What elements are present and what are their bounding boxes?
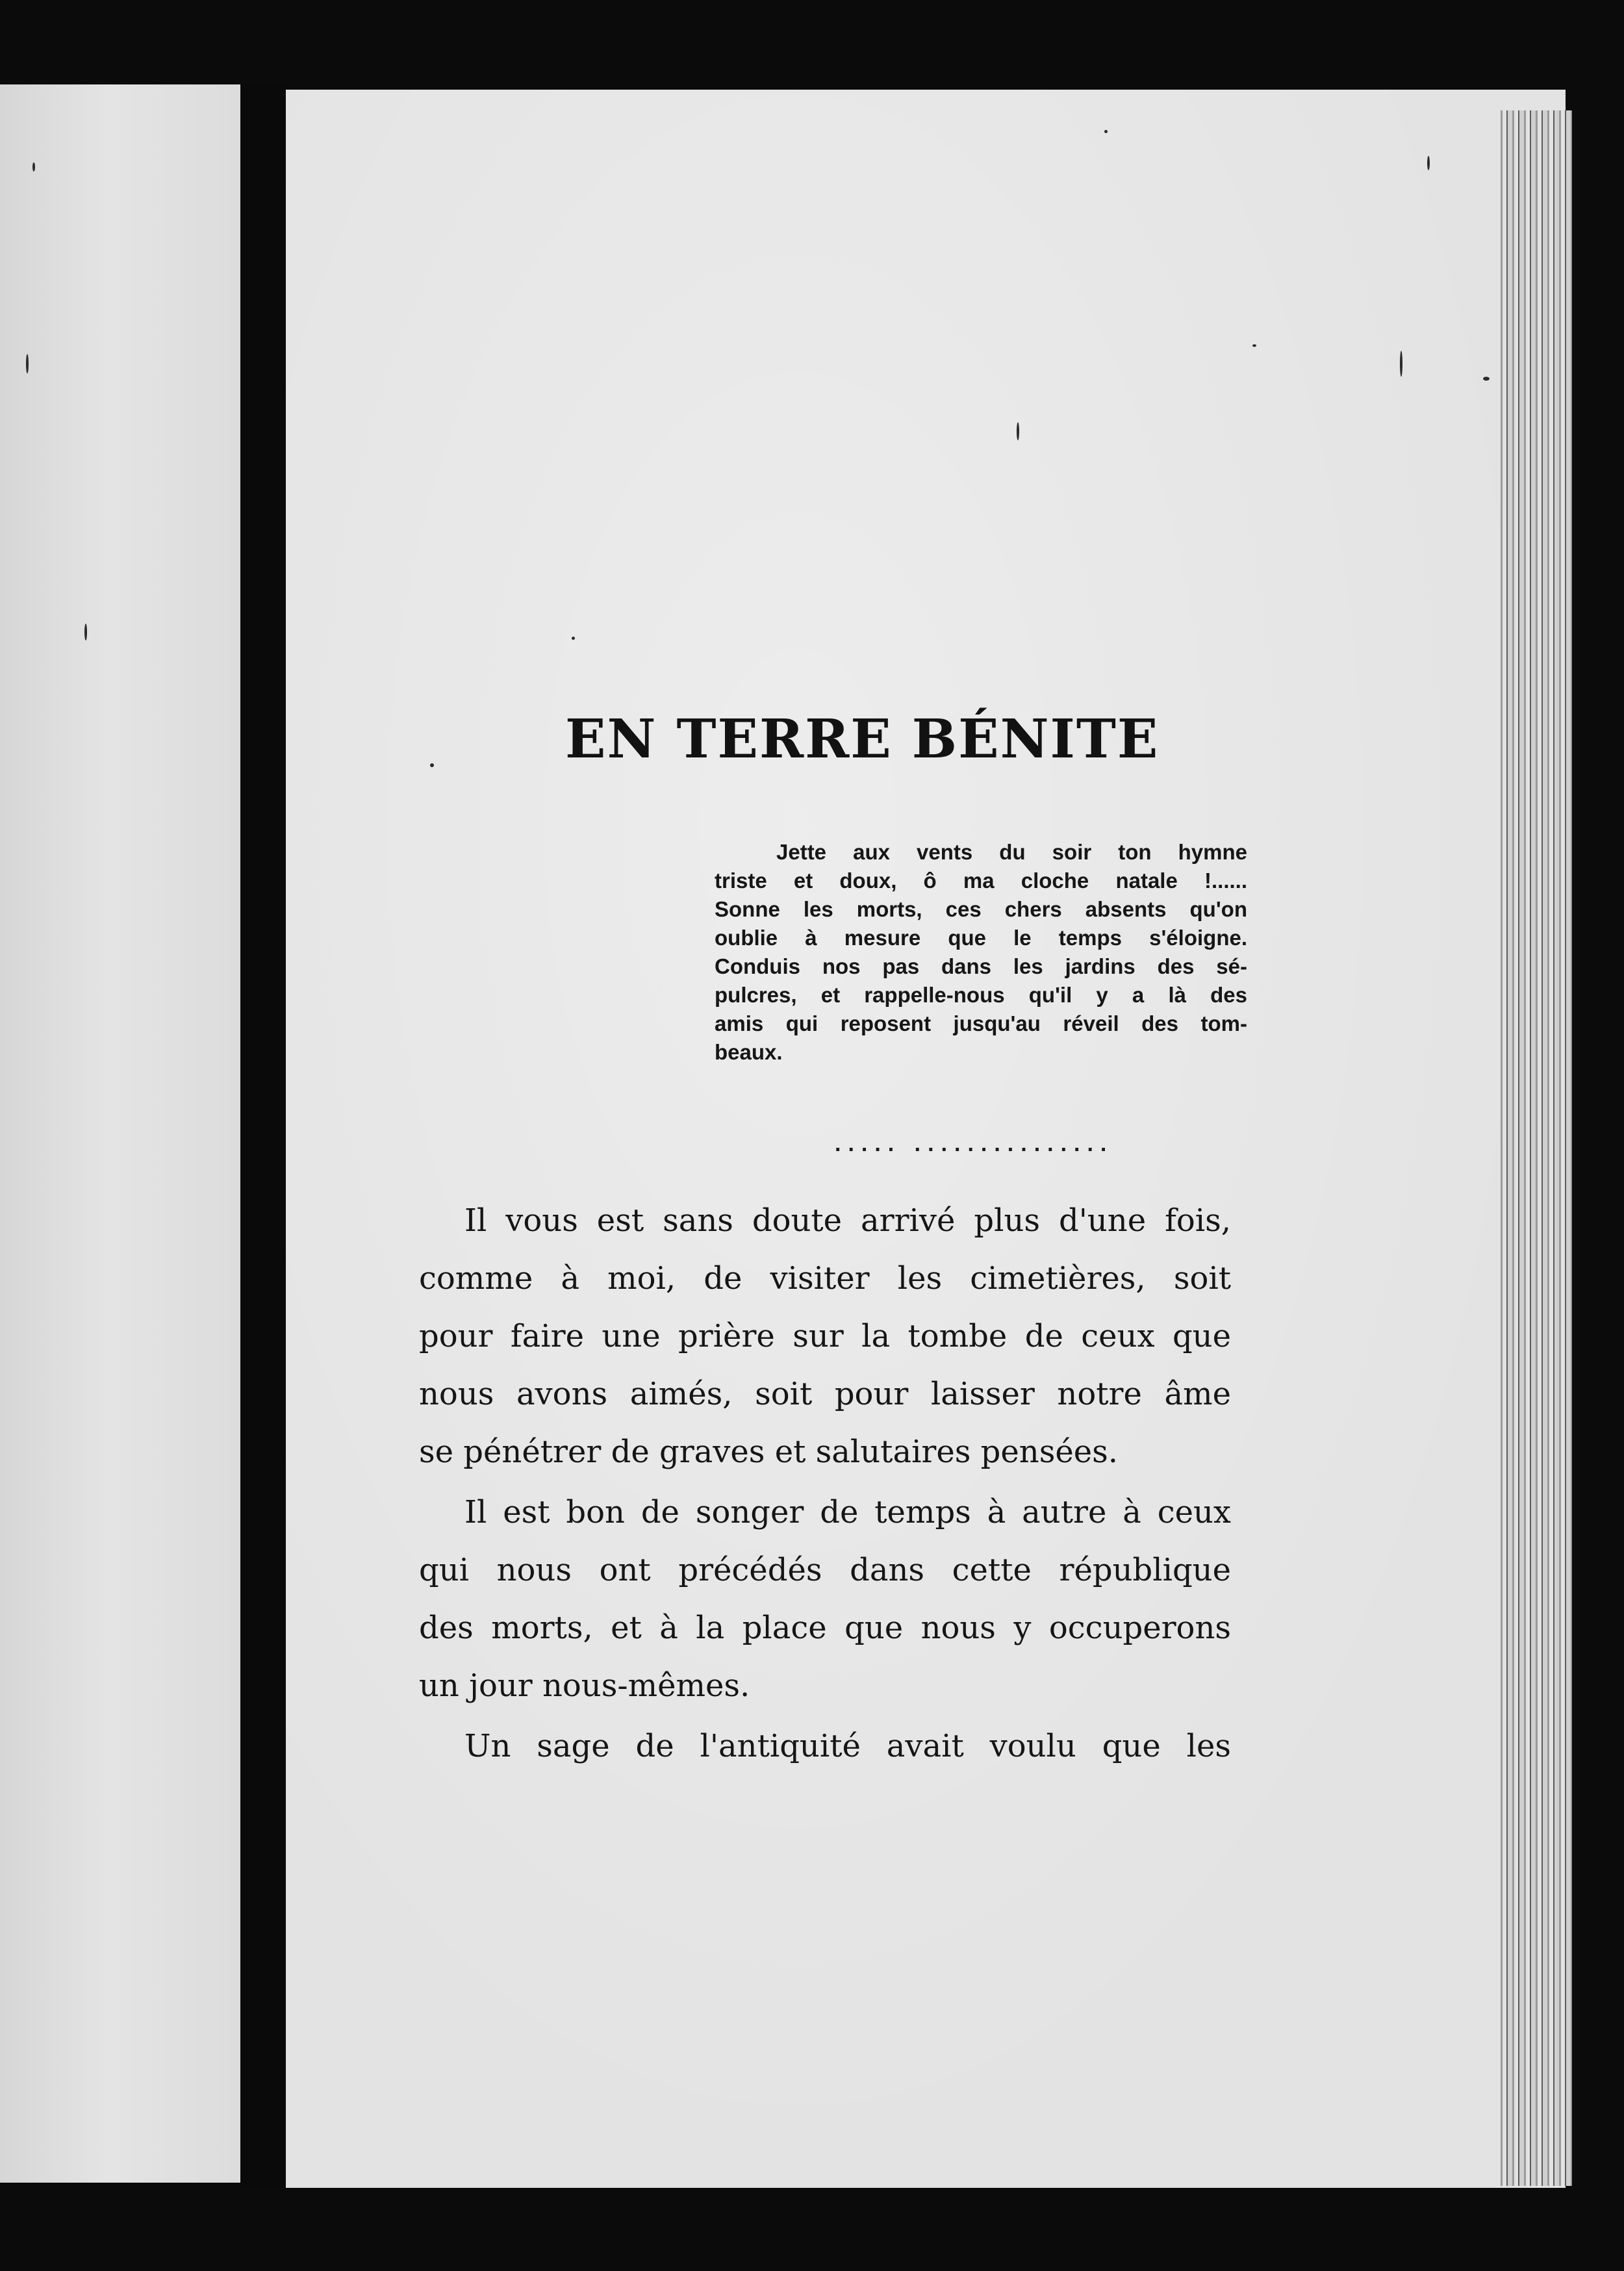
page-edges bbox=[1501, 110, 1572, 2186]
text-line: pour faire une prière sur la tombe de ceux que bbox=[419, 1318, 1231, 1354]
epigraph-line: Sonne les morts, ces chers absents qu'on bbox=[715, 897, 1247, 921]
title-word: TERRE bbox=[676, 708, 893, 770]
paragraph bbox=[419, 1718, 1231, 1775]
text-line: Il vous est sans doute arrivé plus d'une fois, bbox=[464, 1202, 1231, 1239]
epigraph-line: amis qui reposent jusqu'au réveil des tom- bbox=[715, 1011, 1247, 1035]
epigraph-line: Conduis nos pas dans les jardins des sé- bbox=[715, 954, 1247, 978]
epigraph-line: oublie à mesure que le temps s'éloigne. bbox=[715, 926, 1247, 950]
text-line: Il est bon de songer de temps à autre à ceux bbox=[464, 1494, 1231, 1530]
epigraph-line: beaux. bbox=[715, 1040, 783, 1064]
facing-page-left bbox=[0, 84, 240, 2183]
paragraph bbox=[419, 1484, 1231, 1715]
paragraph bbox=[419, 1192, 1231, 1481]
text-line: Un sage de l'antiquité avait voulu que les bbox=[464, 1728, 1231, 1764]
epigraph-line: pulcres, et rappelle-nous qu'il y a là des bbox=[715, 983, 1247, 1007]
epigraph-ellipsis: ..... ............... bbox=[835, 1132, 1114, 1156]
text-line: un jour nous-mêmes. bbox=[419, 1668, 750, 1704]
book-gutter bbox=[240, 84, 286, 2189]
text-line: comme à moi, de visiter les cimetières, soit bbox=[419, 1260, 1231, 1297]
text-line: se pénétrer de graves et salutaires pensées. bbox=[419, 1434, 1119, 1470]
epigraph-line: Jette aux vents du soir ton hymne bbox=[776, 840, 1247, 864]
text-line: qui nous ont précédés dans cette république bbox=[419, 1552, 1231, 1588]
title-word: BÉNITE bbox=[911, 708, 1160, 770]
epigraph-line: triste et doux, ô ma cloche natale !...... bbox=[715, 869, 1247, 893]
text-line: nous avons aimés, soit pour laisser notre âme bbox=[419, 1376, 1231, 1412]
epigraph bbox=[715, 838, 1247, 1067]
title-word: EN bbox=[565, 708, 657, 770]
body-text bbox=[419, 1192, 1231, 1775]
text-line: des morts, et à la place que nous y occuperons bbox=[419, 1610, 1231, 1646]
page-title bbox=[565, 708, 1160, 770]
scan-border-right bbox=[1572, 0, 1624, 2271]
